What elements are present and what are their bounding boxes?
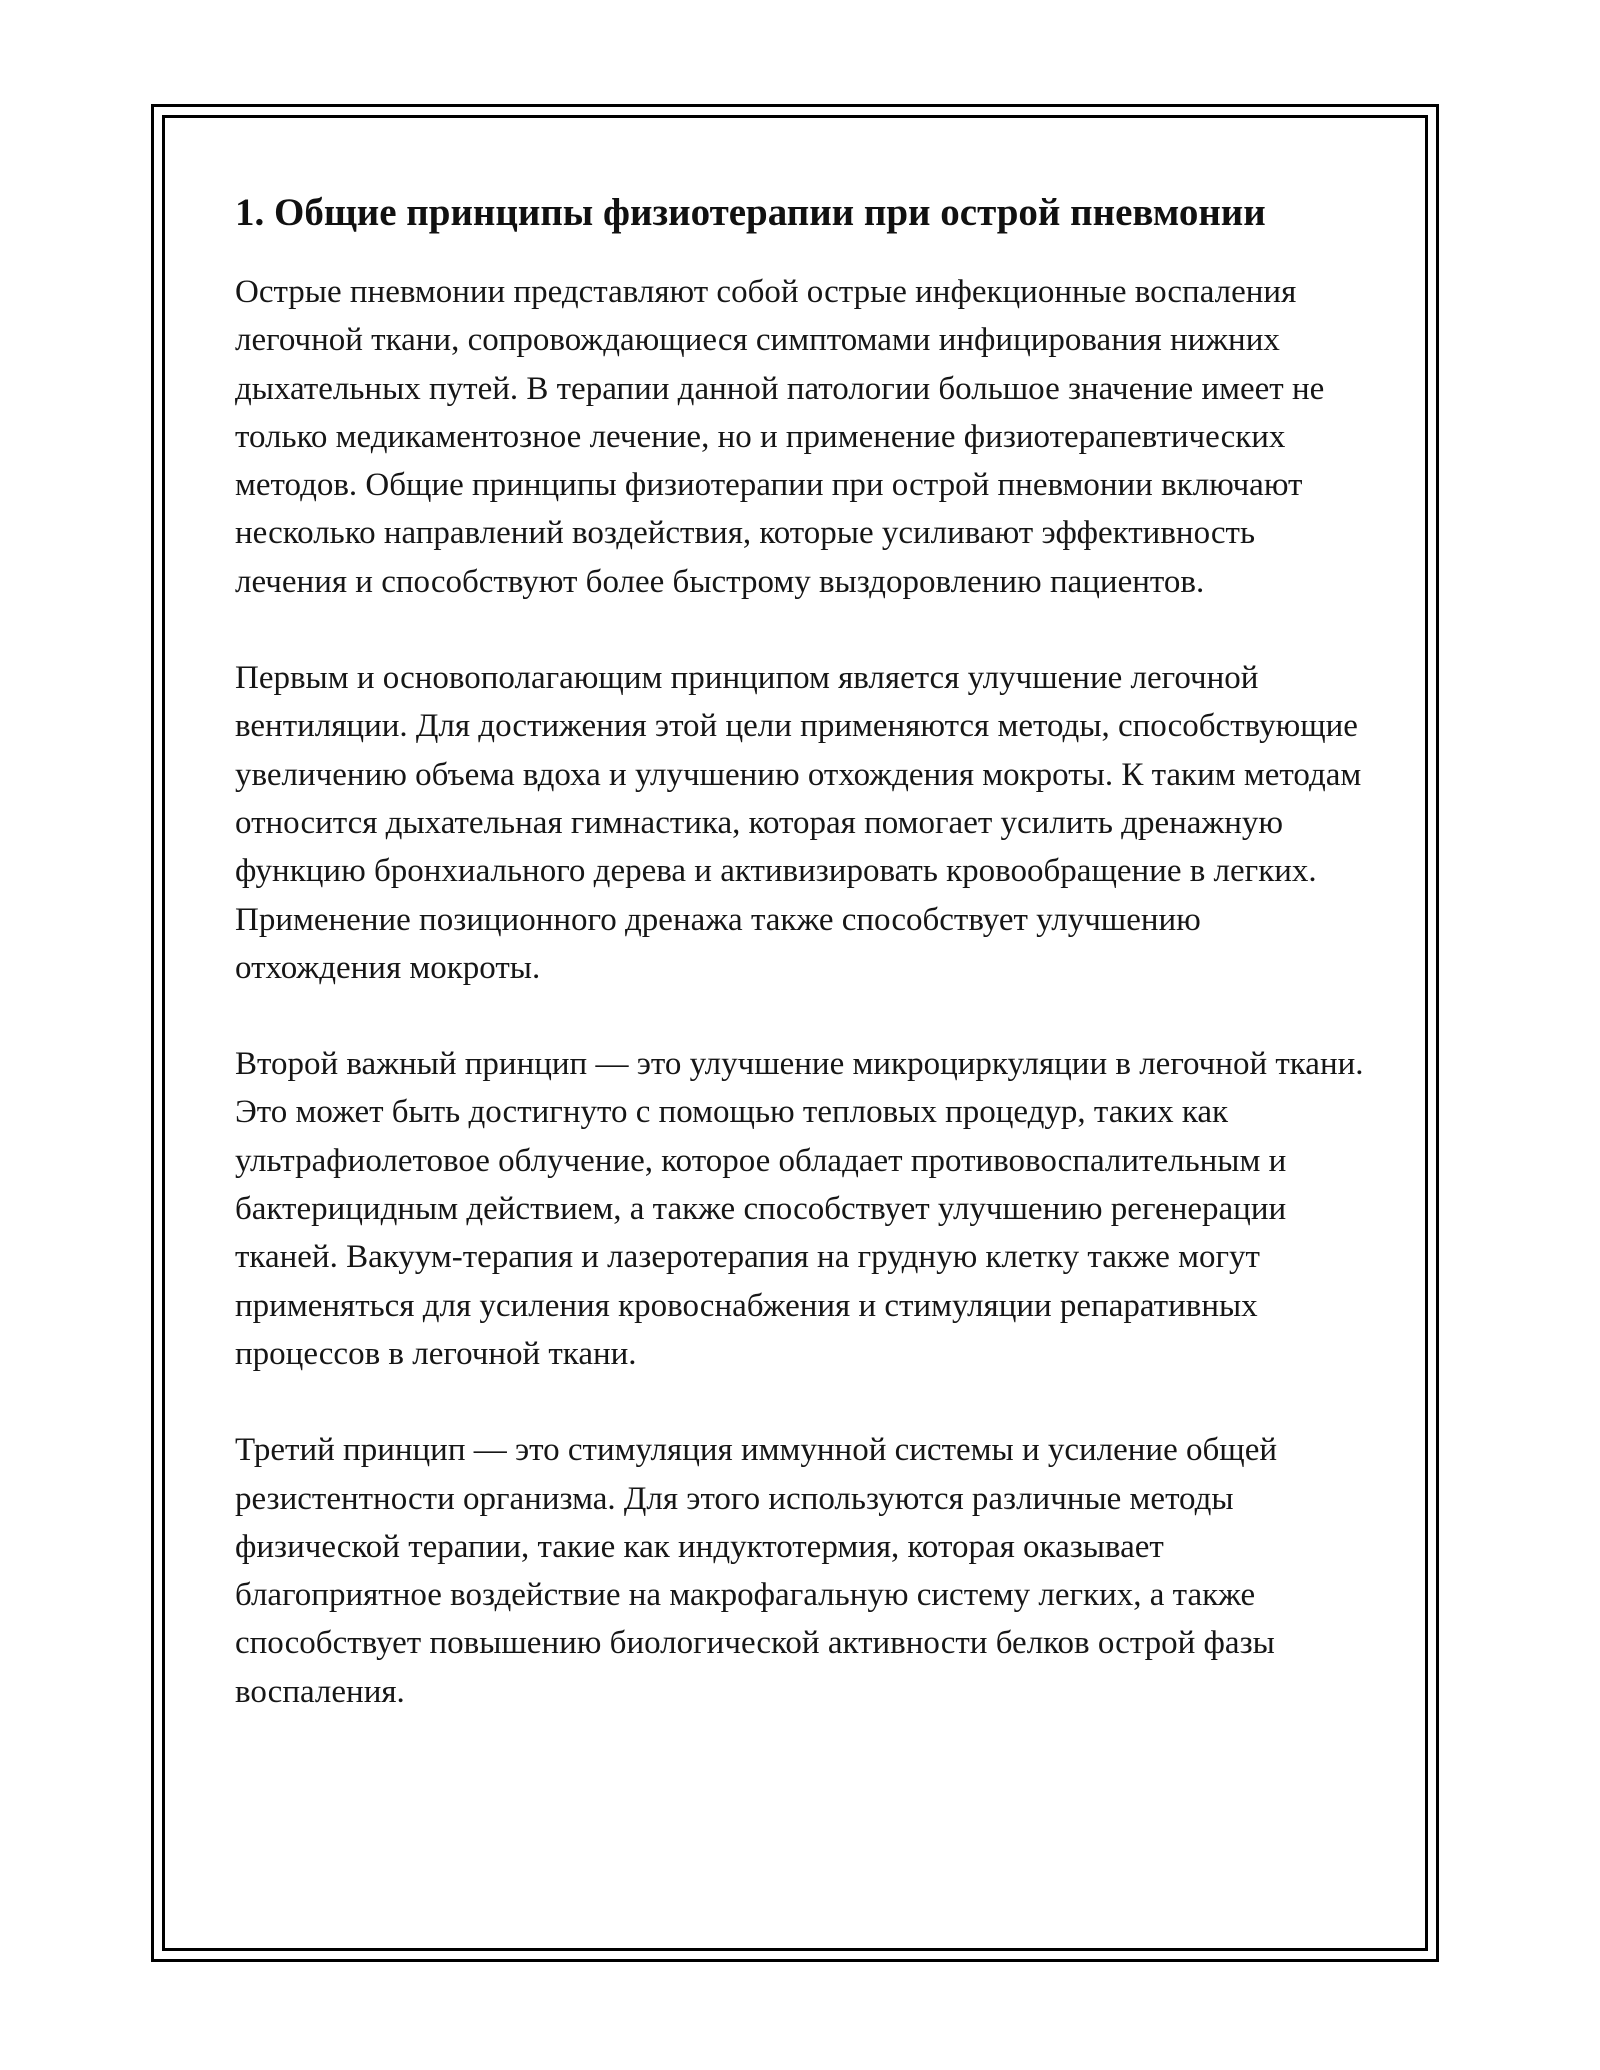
section-heading: 1. Общие принципы физиотерапии при острой пневмонии [235,191,1266,234]
paragraph-third-principle: Третий принцип — это стимуляция иммунной системы и усиление общей резистентности организма. Для этого используются различные методы физической терапии, такие как индуктотермия, которая оказывает благоприятное воздействие на макрофагальную систему легких, а также способствует повышению биологической активности белков острой фазы воспаления. [235,1432,1277,1710]
paragraph-second-principle: Второй важный принцип — это улучшение микроциркуляции в легочной ткани. Это может быть достигнуто с помощью тепловых процедур, таких как ультрафиолетовое облучение, которое обладает противовоспалительным и бактерицидным действием, а также способствует улучшению регенерации тканей. Вакуум-терапия и лазеротерапия на грудную клетку также могут применяться для усиления кровоснабжения и стимуляции репаративных процессов в легочной ткани. [235,1046,1364,1372]
paragraph-first-principle: Первым и основополагающим принципом является улучшение легочной вентиляции. Для достижения этой цели применяются методы, способствующие увеличению объема вдоха и улучшению отхождения мокроты. К таким методам относится дыхательная гимнастика, которая помогает усилить дренажную функцию бронхиального дерева и активизировать кровообращение в легких. Применение позиционного дренажа также способствует улучшению отхождения мокроты. [235,660,1362,986]
paragraph-intro: Острые пневмонии представляют собой острые инфекционные воспаления легочной ткани, сопровождающиеся симптомами инфицирования нижних дыхательных путей. В терапии данной патологии большое значение имеет не только медикаментозное лечение, но и применение физиотерапевтических методов. Общие принципы физиотерапии при острой пневмонии включают несколько направлений воздействия, которые усиливают эффективность лечения и способствуют более быстрому выздоровлению пациентов. [235,274,1325,600]
document-body [235,186,1365,1764]
